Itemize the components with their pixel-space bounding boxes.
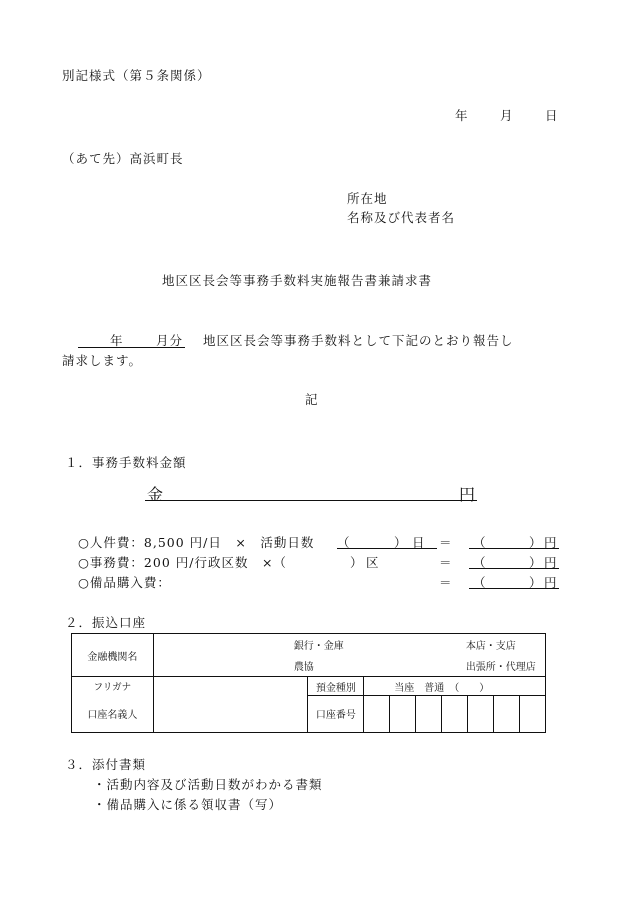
equals-sign: ＝ — [439, 555, 453, 570]
district-unit: 区 — [366, 555, 380, 570]
paren-close: ） — [394, 535, 408, 550]
personnel-cost-label: ○人件費：8,500 円/日 × 活動日数 — [78, 535, 315, 550]
address-label: 所在地 — [347, 191, 388, 206]
account-digit-6[interactable] — [494, 696, 520, 733]
amount-field[interactable] — [145, 482, 477, 504]
bank-types-2: 農協 — [293, 662, 314, 673]
account-digit-7[interactable] — [520, 696, 546, 733]
period-underline[interactable] — [78, 331, 185, 348]
account-holder-field[interactable] — [153, 677, 308, 733]
furigana-label: フリガナ — [72, 677, 154, 696]
addressee: （あて先）高浜町長 — [62, 151, 184, 166]
days-unit: 日 — [412, 535, 426, 550]
representative-name-label: 名称及び代表者名 — [347, 210, 456, 225]
account-digit-4[interactable] — [442, 696, 468, 733]
attachment-item: ・活動内容及び活動日数がわかる書類 — [93, 777, 323, 792]
equals-sign: ＝ — [439, 535, 453, 550]
equipment-cost-label: ○備品購入費： — [78, 575, 171, 590]
period-year-label: 年 — [110, 333, 124, 348]
paren-open: （ — [473, 575, 487, 590]
attachment-item: ・備品購入に係る領収書（写） — [93, 797, 283, 812]
paren-close: ） — [350, 555, 364, 570]
office-cost-label: ○事務費：200 円/行政区数 ×（ — [78, 555, 287, 570]
branch-types-2: 出張所・代理店 — [465, 662, 536, 673]
equipment-cost-result[interactable] — [469, 573, 559, 589]
account-digit-2[interactable] — [390, 696, 416, 733]
yen-unit: 円 — [544, 575, 558, 590]
branch-types-1: 本店・支店 — [465, 641, 516, 652]
amount-suffix: 円 — [458, 485, 475, 504]
paren-close: ） — [529, 555, 543, 570]
activity-days-field[interactable] — [337, 533, 437, 549]
paren-open: （ — [473, 535, 487, 550]
account-digit-5[interactable] — [468, 696, 494, 733]
deposit-type-options[interactable]: 当座 普通 （ ） — [364, 677, 546, 696]
account-number-label: 口座番号 — [308, 696, 364, 733]
date-day-label: 日 — [545, 108, 559, 123]
paren-open: （ — [473, 555, 487, 570]
amount-prefix: 金 — [147, 485, 164, 504]
account-digit-3[interactable] — [416, 696, 442, 733]
office-cost-result[interactable] — [469, 553, 559, 569]
document-title: 地区区長会等事務手数料実施報告書兼請求書 — [162, 273, 433, 288]
institution-label: 金融機関名 — [72, 634, 154, 677]
account-digit-1[interactable] — [364, 696, 390, 733]
institution-field[interactable] — [153, 634, 545, 677]
body-line-2: 請求します。 — [62, 353, 143, 368]
deposit-type-label: 預金種別 — [308, 677, 364, 696]
paren-close: ） — [529, 575, 543, 590]
form-label: 別記様式（第５条関係） — [62, 68, 211, 83]
section1-heading: １．事務手数料金額 — [65, 455, 187, 470]
equals-sign: ＝ — [439, 575, 453, 590]
date-month-label: 月 — [500, 108, 514, 123]
paren-open: （ — [337, 535, 351, 550]
section3-heading: ３．添付書類 — [65, 757, 147, 772]
account-holder-label: 口座名義人 — [72, 696, 154, 733]
paren-close: ） — [529, 535, 543, 550]
yen-unit: 円 — [544, 555, 558, 570]
ki-heading: 記 — [305, 392, 319, 407]
date-year-label: 年 — [455, 108, 469, 123]
yen-unit: 円 — [544, 535, 558, 550]
section2-heading: ２．振込口座 — [65, 615, 147, 630]
body-line-1: 地区区長会等事務手数料として下記のとおり報告し — [203, 333, 514, 348]
bank-account-table — [71, 633, 546, 733]
period-month-label: 月分 — [156, 333, 184, 348]
personnel-cost-result[interactable] — [469, 533, 559, 549]
bank-types-1: 銀行・金庫 — [293, 641, 344, 652]
